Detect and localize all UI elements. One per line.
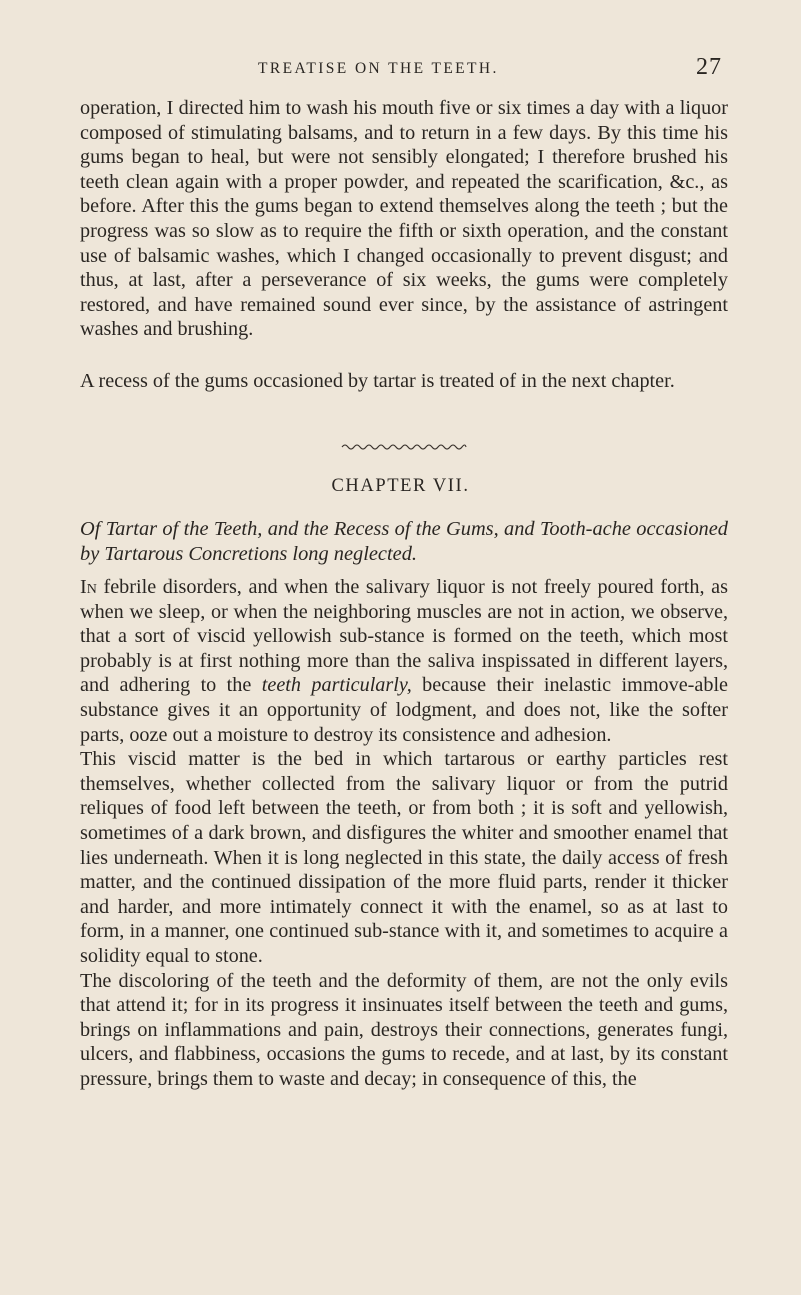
chapter-subtitle: Of Tartar of the Teeth, and the Recess of the Gums, and Tooth-ache occasioned by Tartarous Concretions long neglected. <box>80 518 728 565</box>
paragraph <box>80 575 728 747</box>
paragraph-text: febrile disorders, and when the salivary liquor is not freely poured forth, as when we sleep, or when the neighboring muscles are not in action, we observe, that a sort of viscid yellowish sub-stance is formed on the teeth, which most probably is at first nothing more than the saliva inspissated in different layers, and adhering to the <box>80 576 728 697</box>
running-header <box>0 54 801 90</box>
paragraph-text: because their inelastic immove-able substance gives it an opportunity of lodgment, and does not, like the softer parts, ooze out a moisture to destroy its consistence and adhesion. <box>80 674 729 746</box>
page-number: 27 <box>696 54 722 80</box>
chapter-heading: CHAPTER VII. <box>331 476 470 496</box>
chapter-text <box>80 575 728 1091</box>
continued-text <box>80 96 728 342</box>
paragraph: The discoloring of the teeth and the deformity of them, are not the only evils that attend it; for in its progress it insinuates itself between the teeth and gums, brings on inflammations and pain, destroys their connections, generates fungi, ulcers, and flabbiness, occasions the gums to recede, and at last, by its constant pressure, brings them to waste and decay; in consequence of this, the <box>80 969 728 1090</box>
paragraph: A recess of the gums occasioned by tartar is treated of in the next chapter. <box>80 370 675 392</box>
ornamental-rule-icon <box>340 441 468 453</box>
running-title: TREATISE ON THE TEETH. <box>258 60 499 77</box>
italic-phrase: teeth particularly, <box>261 674 412 697</box>
paragraph: operation, I directed him to wash his mouth five or six times a day with a liquor composed of stimulating balsams, and to return in a few days. By this time his gums began to heal, but were not sensibly elongated; I therefore brushed his teeth clean again with a proper powder, and repeated the scarification, &c., as before. After this the gums began to extend themselves along the teeth ; but the progress was so slow as to require the fifth or sixth operation, and the constant use of balsamic washes, which I changed occasionally to prevent disgust; and thus, at last, after a perseverance of six weeks, the gums were completely restored, and have remained sound ever since, by the assistance of astringent washes and brushing. <box>80 97 728 341</box>
drop-word: In <box>80 576 97 598</box>
closing-text <box>80 369 728 394</box>
paragraph: This viscid matter is the bed in which tartarous or earthy particles rest themselves, whether collected from the salivary liquor or from the putrid reliques of food left between the teeth, or from both ; it is soft and yellowish, sometimes of a dark brown, and disfigures the whiter and smoother enamel that lies underneath. When it is long neglected in this state, the daily access of fresh matter, and the continued dissipation of the more fluid parts, render it thicker and harder, and more intimately connect it with the enamel, so as at last to form, in a manner, one continued sub-stance with it, and sometimes to acquire a solidity equal to stone. <box>80 748 728 967</box>
